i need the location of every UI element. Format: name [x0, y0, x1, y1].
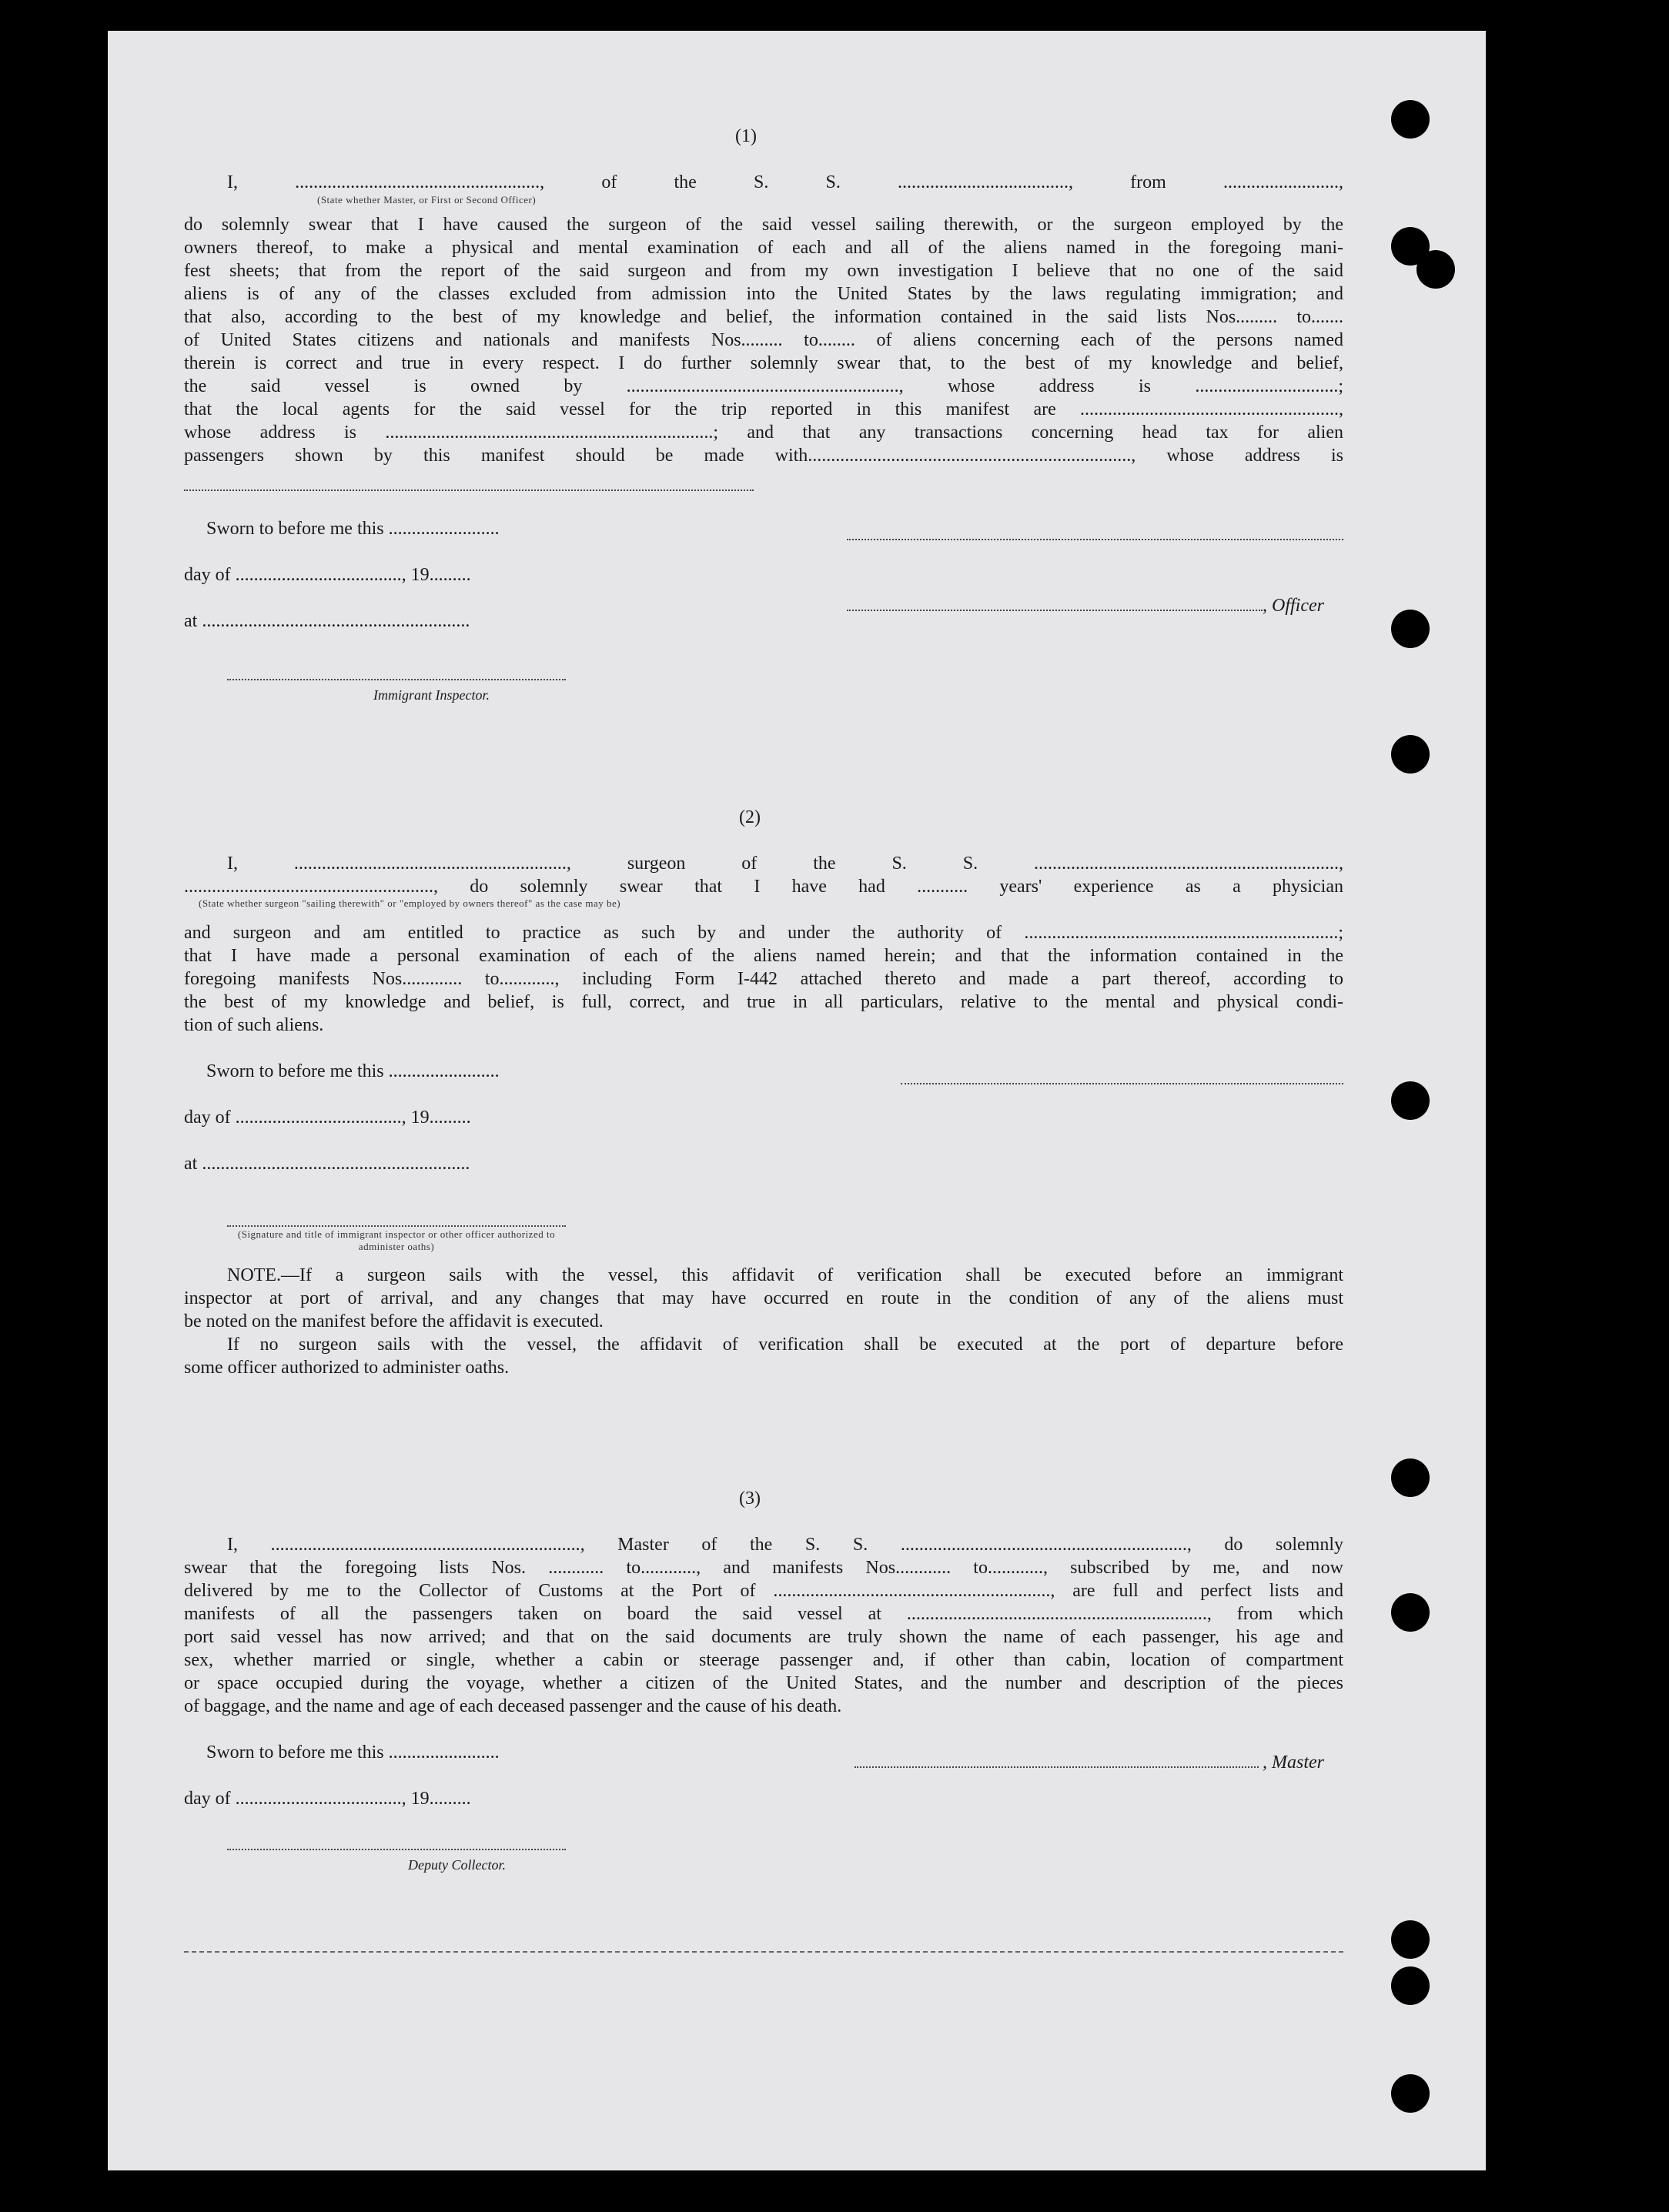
- section-3-line: port said vessel has now arrived; and that on the said documents are truly shown the name of each passenger, his age and: [184, 1627, 1343, 1647]
- section-1-line: do solemnly swear that I have caused the surgeon of the said vessel sailing therewith, or the surgeon employed by the: [184, 215, 1343, 235]
- punch-hole: [1391, 2074, 1430, 2113]
- section-1-day: day of ...................................., 19.........: [184, 565, 471, 585]
- surgeon-signature-line: [901, 1083, 1343, 1084]
- section-1-line: that also, according to the best of my knowledge and belief, the information contained in the said lists Nos......... to.......: [184, 307, 1343, 327]
- section-3-day: day of ...................................., 19.........: [184, 1789, 471, 1809]
- section-1-sworn: Sworn to before me this ........................: [206, 519, 500, 539]
- punch-hole: [1391, 1920, 1430, 1959]
- section-3-line: manifests of all the passengers taken on board the said vessel at ................................................................., from which: [184, 1604, 1343, 1624]
- section-2-at: at ..........................................................: [184, 1154, 470, 1174]
- inspector-signature-line: [227, 1225, 566, 1227]
- section-2-day: day of ...................................., 19.........: [184, 1108, 471, 1128]
- note-line: be noted on the manifest before the affidavit is executed.: [184, 1311, 604, 1332]
- officer-label: , Officer: [1263, 596, 1324, 616]
- punch-hole: [1416, 250, 1455, 289]
- section-3-line: of baggage, and the name and age of each deceased passenger and the cause of his death.: [184, 1696, 842, 1716]
- address-fill-line: [184, 490, 754, 491]
- section-2-opening: I, ..........................................................., surgeon of the S. S. ..................................................................,: [227, 854, 1343, 874]
- punch-hole: [1391, 1459, 1430, 1497]
- punch-hole: [1391, 610, 1430, 648]
- inspector-signature-line: [227, 679, 566, 680]
- note-line: some officer authorized to administer oaths.: [184, 1358, 510, 1378]
- section-1-line: therein is correct and true in every respect. I do further solemnly swear that, to the best of my knowledge and belief,: [184, 353, 1343, 373]
- section-3-sworn: Sworn to before me this ........................: [206, 1743, 500, 1763]
- master-label: , Master: [1263, 1753, 1324, 1773]
- note-line: inspector at port of arrival, and any changes that may have occurred en route in the condition of any of the aliens must: [184, 1288, 1343, 1308]
- section-1-opening: I, ....................................................., of the S. S. ....................................., from .........................,: [227, 172, 1343, 192]
- officer-title-line: [847, 610, 1263, 611]
- note-line: If no surgeon sails with the vessel, the affidavit of verification shall be executed at the port of departure before: [227, 1335, 1343, 1355]
- section-2-line: foregoing manifests Nos............. to............, including Form I-442 attached thereto and made a part thereof, according to: [184, 969, 1343, 989]
- section-3-line: I, ..................................................................., Master of the S. S. .............................................................., do solemnly: [227, 1535, 1343, 1555]
- section-1-line: aliens is of any of the classes excluded from admission into the United States by the laws regulating immigration; and: [184, 284, 1343, 304]
- section-1-at: at ..........................................................: [184, 611, 470, 631]
- form-page: [108, 31, 1486, 2170]
- section-2-signature-caption: (Signature and title of immigrant inspector or other officer authorized to administer oaths): [237, 1228, 556, 1252]
- officer-signature-line: [847, 539, 1343, 540]
- section-1-line: owners thereof, to make a physical and mental examination of each and all of the aliens named in the foregoing mani-: [184, 238, 1343, 258]
- punch-hole: [1391, 735, 1430, 774]
- section-1-line: whose address is .......................................................................; and that any transactions concerning head tax for alien: [184, 423, 1343, 443]
- section-1-line: of United States citizens and nationals and manifests Nos......... to........ of aliens concerning each of the persons named: [184, 330, 1343, 350]
- section-1-line: passengers shown by this manifest should be made with......................................................................, whose address is: [184, 446, 1343, 466]
- master-signature-line: [855, 1766, 1259, 1768]
- section-2-line: tion of such aliens.: [184, 1015, 324, 1035]
- section-3-line: or space occupied during the voyage, whether a citizen of the United States, and the number and description of the pieces: [184, 1673, 1343, 1693]
- section-3-line: sex, whether married or single, whether a cabin or steerage passenger and, if other than cabin, location of compartment: [184, 1650, 1343, 1670]
- section-1-line: fest sheets; that from the report of the said surgeon and from my own investigation I believe that no one of the said: [184, 261, 1343, 281]
- punch-hole: [1391, 100, 1430, 139]
- note-line: NOTE.—If a surgeon sails with the vessel, this affidavit of verification shall be executed before an immigrant: [227, 1265, 1343, 1285]
- section-1-opening-caption: (State whether Master, or First or Second Officer): [317, 194, 537, 205]
- punch-hole: [1391, 1966, 1430, 2005]
- section-1-line: the said vessel is owned by ..........................................................., whose address is ...............................;: [184, 376, 1343, 396]
- section-1-line: that the local agents for the said vessel for the trip reported in this manifest are ........................................................,: [184, 399, 1343, 419]
- collector-signature-line: [227, 1849, 566, 1850]
- section-3-line: delivered by me to the Collector of Customs at the Port of ............................................................, are full and perfect lists and: [184, 1581, 1343, 1601]
- section-2-line: that I have made a personal examination of each of the aliens named herein; and that the information contained in the: [184, 946, 1343, 966]
- section-2-line-2: ......................................................, do solemnly swear that I have had ........... years' experience as a physician: [184, 877, 1343, 897]
- section-2-line: the best of my knowledge and belief, is full, correct, and true in all particulars, relative to the mental and physical condi-: [184, 992, 1343, 1012]
- section-2-caption: (State whether surgeon "sailing therewith" or "employed by owners thereof" as the case may be): [199, 897, 621, 909]
- section-2-number: (2): [739, 807, 761, 827]
- immigrant-inspector-label: Immigrant Inspector.: [373, 687, 490, 703]
- section-2-line: and surgeon and am entitled to practice as such by and under the authority of ....................................................................;: [184, 923, 1343, 943]
- punch-hole: [1391, 1081, 1430, 1120]
- deputy-collector-label: Deputy Collector.: [408, 1857, 506, 1873]
- bottom-rule: [184, 1951, 1343, 1953]
- section-3-line: swear that the foregoing lists Nos. ............ to............, and manifests Nos............ to............, subscribed by me, and now: [184, 1558, 1343, 1578]
- section-2-sworn: Sworn to before me this ........................: [206, 1061, 500, 1081]
- section-1-number: (1): [735, 126, 757, 146]
- section-3-number: (3): [739, 1489, 761, 1509]
- punch-hole: [1391, 1593, 1430, 1632]
